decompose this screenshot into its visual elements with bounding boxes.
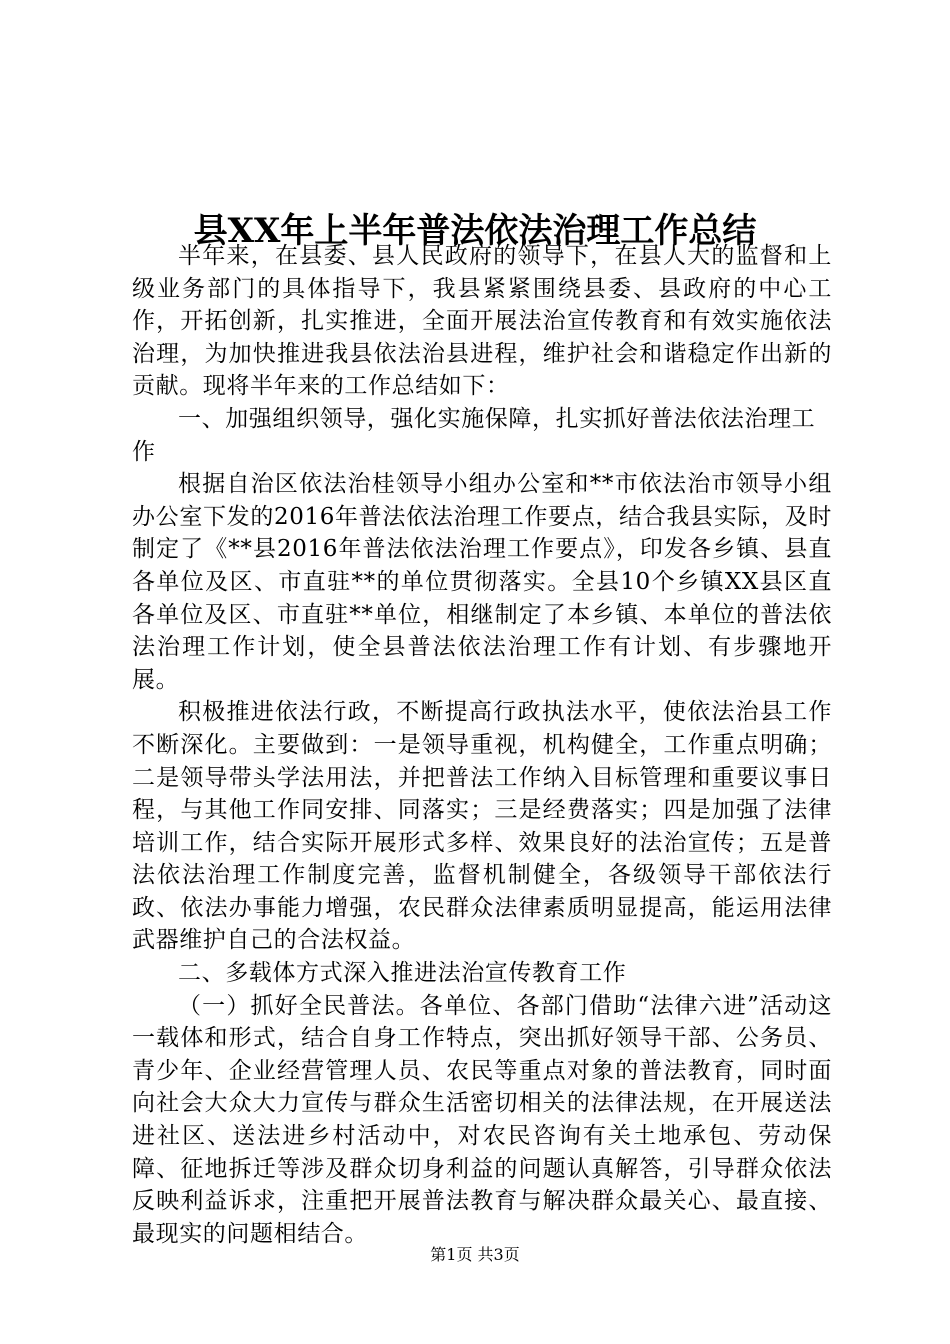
page-number-footer: 第1页 共3页 xyxy=(430,1245,520,1264)
body-paragraph: 积极推进依法行政，不断提高行政执法水平，使依法治县工作不断深化。主要做到：一是领导重视，机构健全，工作重点明确；二是领导带头学法用法，并把普法工作纳入目标管理和重要议事日程，与其他工作同安排、同落实；三是经费落实；四是加强了法律培训工作，结合实际开展形式多样、效果良好的法治宣传；五是普法依法治理工作制度完善，监督机制健全，各级领导干部依法行政、依法办事能力增强，农民群众法律素质明显提高，能运用法律武器维护自己的合法权益。 xyxy=(132,699,832,954)
document-title: 县XX年上半年普法依法治理工作总结 xyxy=(193,210,757,251)
document-body xyxy=(132,240,832,1250)
intro-paragraph: 半年来，在县委、县人民政府的领导下，在县人大的监督和上级业务部门的具体指导下，我县紧紧围绕县委、县政府的中心工作，开拓创新，扎实推进，全面开展法治宣传教育和有效实施依法治理，为加快推进我县依法治县进程，维护社会和谐稳定作出新的贡献。现将半年来的工作总结如下： xyxy=(132,243,832,400)
section-heading-2: 二、多载体方式深入推进法治宣传教育工作 xyxy=(178,960,627,987)
body-paragraph: （一）抓好全民普法。各单位、各部门借助“法律六进”活动这一载体和形式，结合自身工作特点，突出抓好领导干部、公务员、青少年、企业经营管理人员、农民等重点对象的普法教育，同时面向社会大众大力宣传与群众生活密切相关的法律法规，在开展送法进社区、送法进乡村活动中，对农民咨询有关土地承包、劳动保障、征地拆迁等涉及群众切身利益的问题认真解答，引导群众依法反映利益诉求，注重把开展普法教育与解决群众最关心、最直接、最现实的问题相结合。 xyxy=(132,992,832,1247)
section-heading-1: 一、加强组织领导，强化实施保障，扎实抓好普法依法治理工作 xyxy=(132,405,816,465)
body-paragraph: 根据自治区依法治桂领导小组办公室和**市依法治市领导小组办公室下发的2016年普法依法治理工作要点，结合我县实际，及时制定了《**县2016年普法依法治理工作要点》，印发各乡镇、县直各单位及区、市直驻**的单位贯彻落实。全县10个乡镇XX县区直各单位及区、市直驻**单位，相继制定了本乡镇、本单位的普法依法治理工作计划，使全县普法依法治理工作有计划、有步骤地开展。 xyxy=(132,471,832,693)
